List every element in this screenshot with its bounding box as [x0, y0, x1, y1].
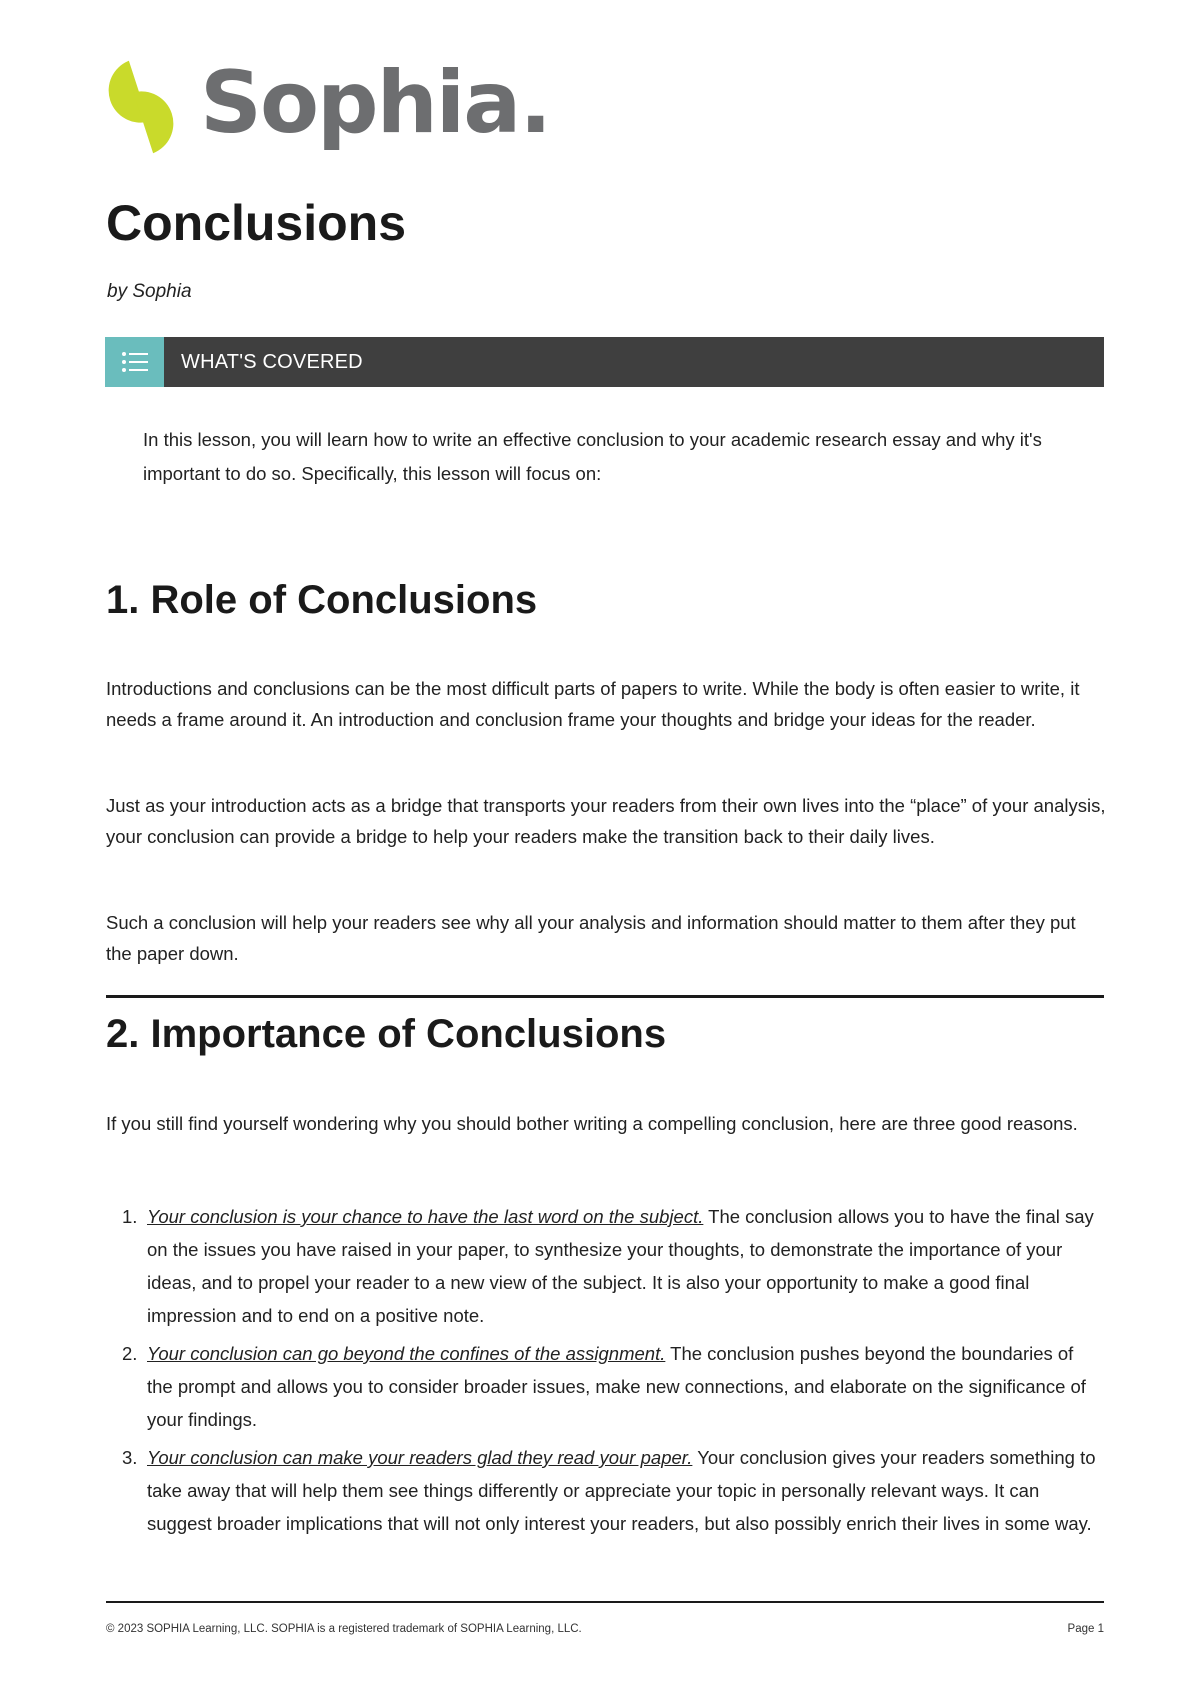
list-item-text: The conclusion pushes beyond the boundaries of the prompt and allows you to consider broader issues, make new connections, and elaborate on the significance of your findings.: [147, 1343, 1086, 1430]
whats-covered-label: WHAT'S COVERED: [181, 350, 363, 373]
list-item: [106, 1441, 1104, 1540]
section1-paragraph: Such a conclusion will help your readers see why all your analysis and information should matter to them after they put the paper down.: [106, 912, 1076, 964]
lesson-intro: In this lesson, you will learn how to write an effective conclusion to your academic research essay and why it's important to do so. Specifically, this lesson will focus on:: [143, 429, 1042, 484]
list-item: [106, 1200, 1104, 1332]
section2-intro: If you still find yourself wondering why you should bother writing a compelling conclusion, here are three good reasons.: [106, 1113, 1078, 1134]
reasons-list: [106, 1200, 1104, 1545]
page-number: Page 1: [1067, 1623, 1104, 1635]
footer-copyright: © 2023 SOPHIA Learning, LLC. SOPHIA is a registered trademark of SOPHIA Learning, LLC.: [106, 1623, 582, 1635]
list-icon: [105, 337, 164, 387]
list-item-number: 3.: [122, 1447, 138, 1468]
list-item-text: Your conclusion gives your readers something to take away that will help them see things differently or appreciate your topic in personally relevant ways. It can suggest broader implications that will not only interest your readers, but also possibly enrich their lives in some way.: [147, 1447, 1096, 1534]
section1-paragraph: Introductions and conclusions can be the most difficult parts of papers to write. While the body is often easier to write, it needs a frame around it. An introduction and conclusion frame your thoughts and bridge your ideas for the reader.: [106, 678, 1080, 730]
list-item-number: 2.: [122, 1343, 138, 1364]
section-heading-role: 1. Role of Conclusions: [106, 578, 538, 622]
sophia-wordmark: Sophia.: [200, 53, 550, 153]
list-item-lead: Your conclusion is your chance to have the last word on the subject.: [147, 1206, 704, 1227]
list-item-lead: Your conclusion can go beyond the confines of the assignment.: [147, 1343, 666, 1364]
list-item-text: The conclusion allows you to have the final say on the issues you have raised in your paper, to synthesize your thoughts, to demonstrate the importance of your ideas, and to propel your reader to a new view of the subject. It is also your opportunity to make a good final impression and to end on a positive note.: [147, 1206, 1094, 1326]
section-heading-importance: 2. Importance of Conclusions: [106, 1012, 667, 1056]
section1-paragraph: Just as your introduction acts as a bridge that transports your readers from their own lives into the “place” of your analysis, your conclusion can provide a bridge to help your readers make the transition back to their daily lives.: [106, 795, 1106, 847]
byline: by Sophia: [107, 281, 192, 302]
sophia-logo-mark-icon: [104, 55, 178, 159]
list-item-lead: Your conclusion can make your readers glad they read your paper.: [147, 1447, 693, 1468]
page-title: Conclusions: [106, 195, 407, 251]
whats-covered-banner: [105, 337, 1104, 387]
list-item-number: 1.: [122, 1206, 138, 1227]
list-item: [106, 1337, 1104, 1436]
section-divider: [106, 995, 1104, 998]
sophia-logo: [104, 52, 550, 162]
footer-divider: [106, 1601, 1104, 1603]
